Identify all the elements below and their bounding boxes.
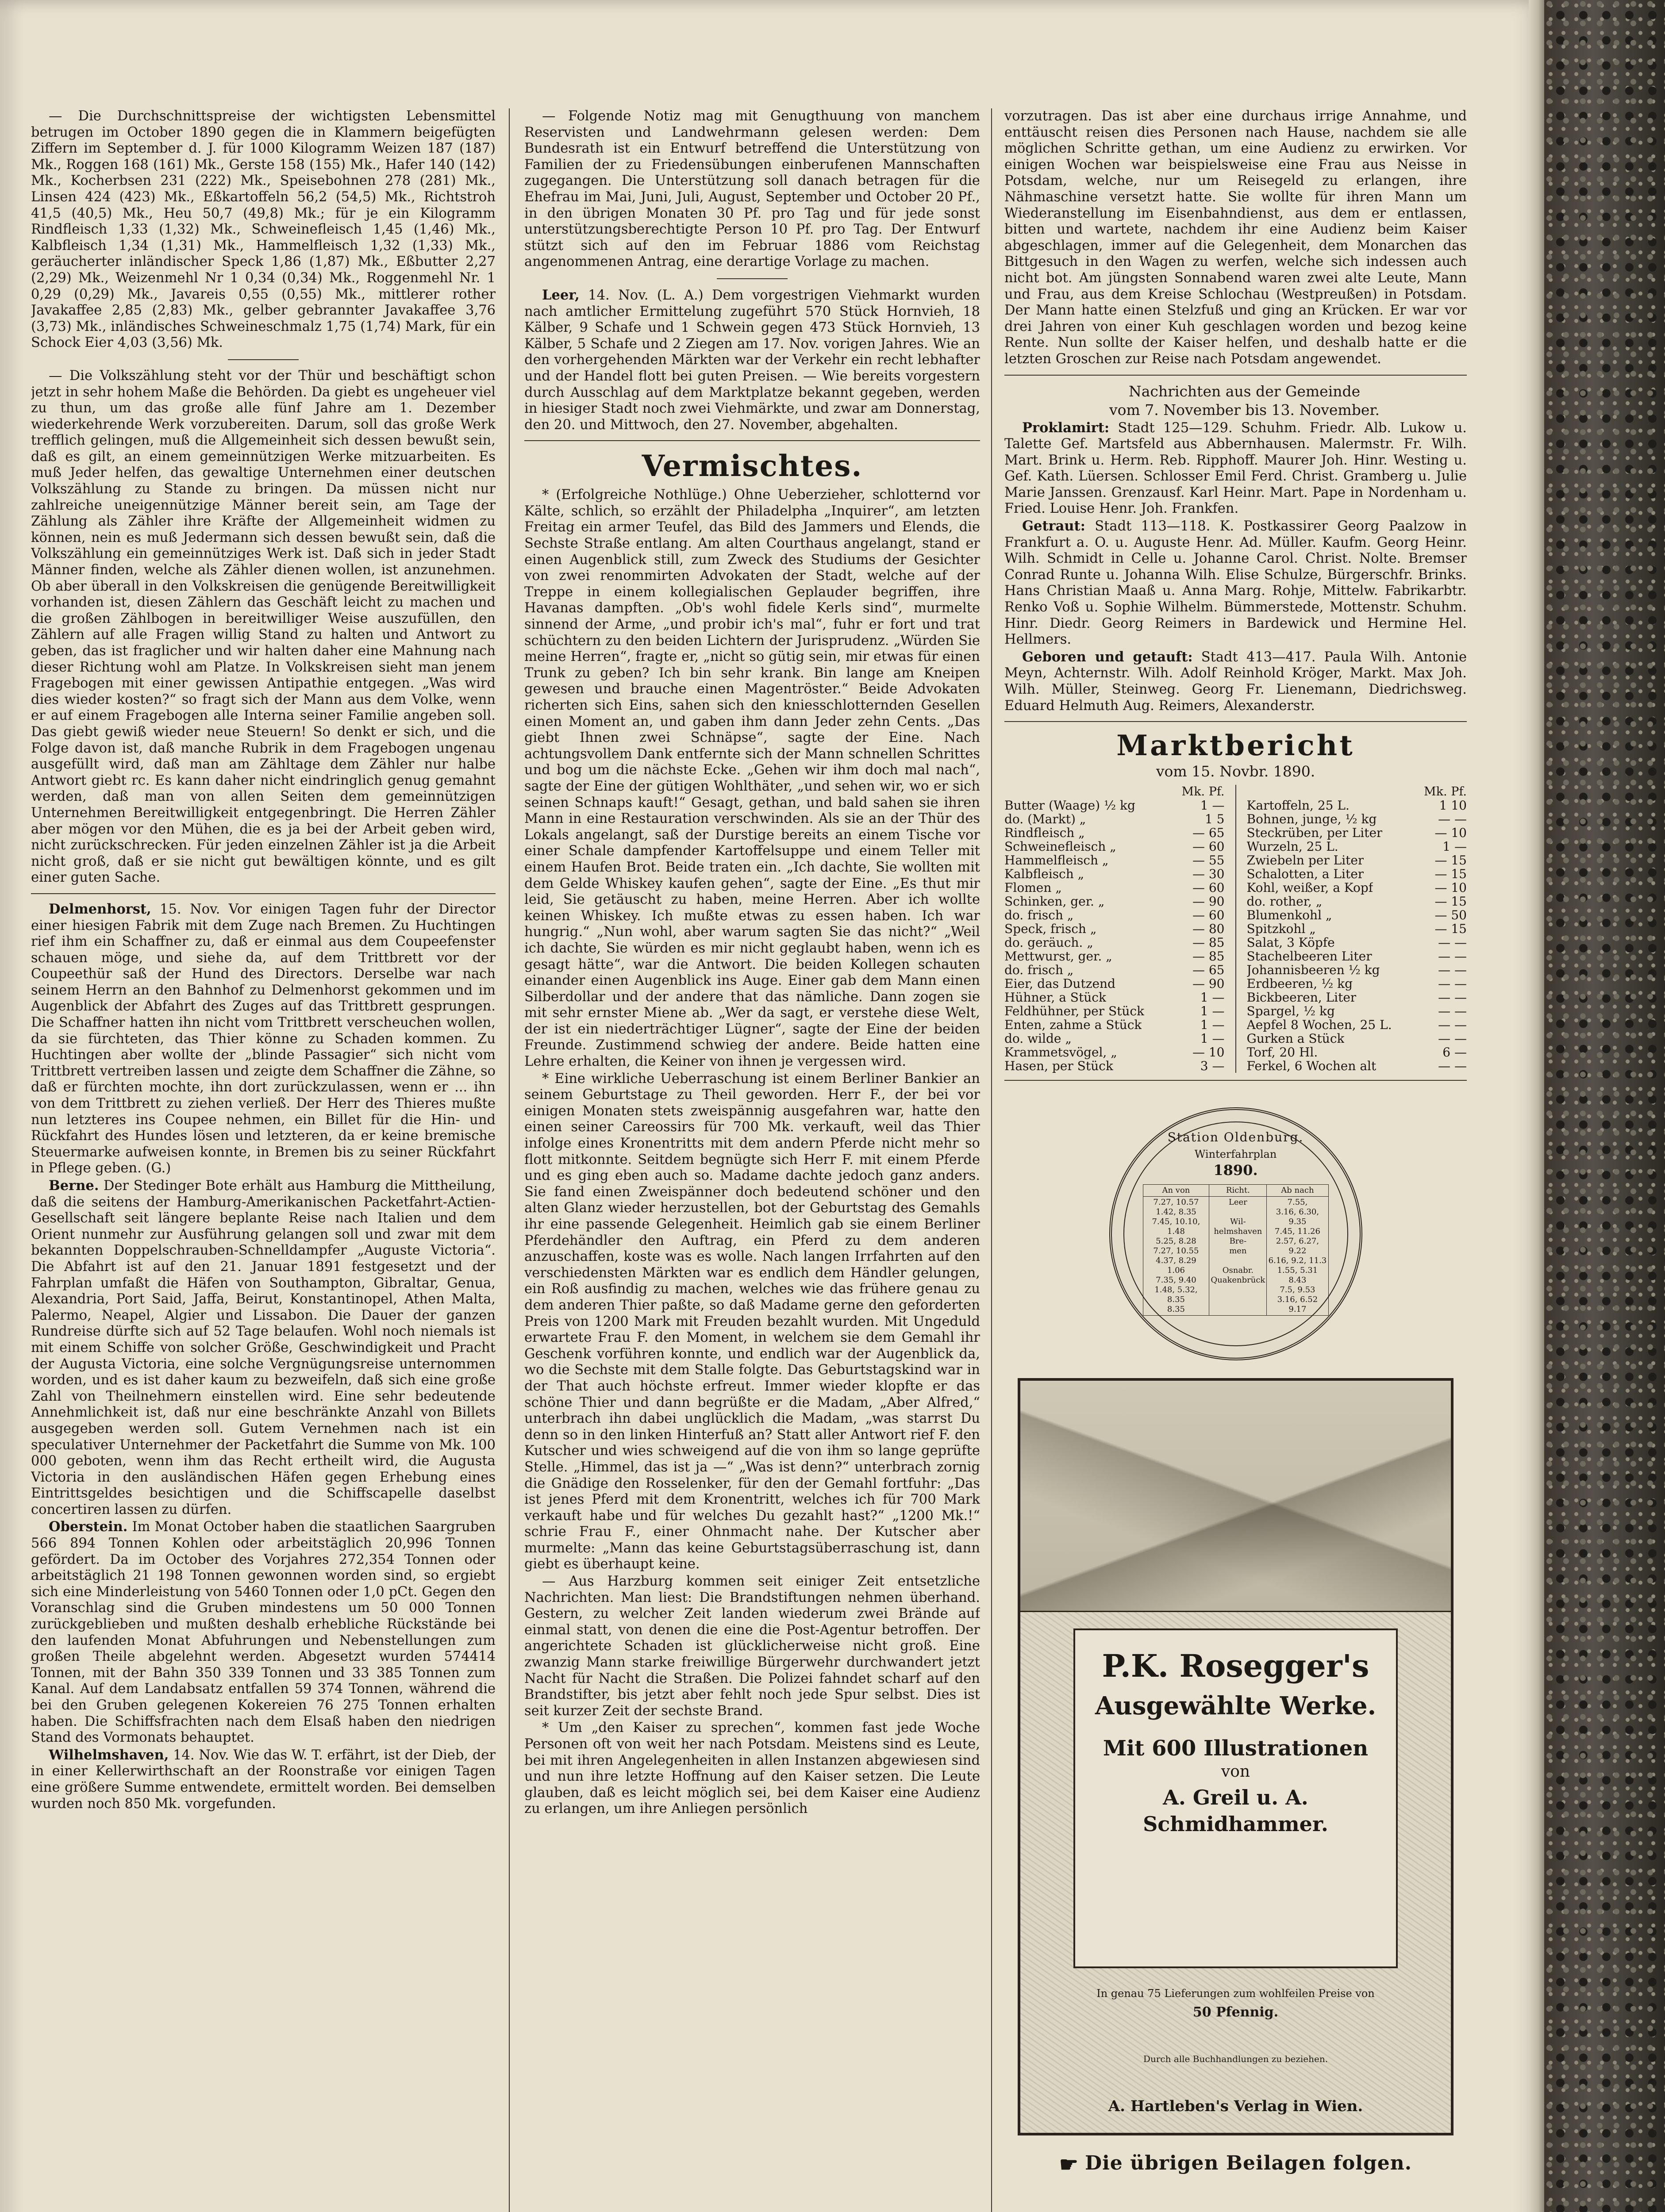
market-row [1004,895,1225,908]
divider [524,440,980,441]
market-row [1004,812,1225,826]
divider [228,359,299,360]
market-price: 1 5 [1204,812,1225,827]
article-food-prices: — Die Durchschnittspreise der wichtigsten Lebensmittel betrugen im October 1890 gegen die in Klammern beigefügten Ziffern im September d. J. für 1000 Kilogramm Weizen 187 (187) Mk., Roggen 168 (161) Mk., Gerste 158 (155) Mk., Hafer 140 (142) Mk., Kocherbsen 231 (222) Mk., Speisebohnen 278 (281) Mk., Linsen 424 (423) Mk., Eßkartoffeln 56,2 (54,5) Mk., Richtstroh 41,5 (40,5) Mk., Heu 50,7 (49,8) Mk.; für je ein Kilogramm Rindfleisch 1,33 (1,32) Mk., Schweinefleisch 1,45 (1,46) Mk., Kalbfleisch 1,34 (1,31) Mk., Hammelfleisch 1,32 (1,33) Mk., geräucherter inländischer Speck 1,86 (1,87) Mk., Eßbutter 2,27 (2,29) Mk., Weizenmehl Nr 1 0,34 (0,34) Mk., Roggenmehl Nr. 1 0,29 (0,29) Mk., Javareis 0,55 (0,55) Mk., mittlerer rother Javakaffee 2,85 (2,83) Mk., gelber gebrannter Javakaffee 3,76 (3,73) Mk., inländisches Schweineschmalz 1,75 (1,74) Mark, für ein Schock Eier 4,03 (3,56) Mk. [31,108,496,351]
market-price: — 10 [1434,880,1467,895]
market-row [1004,908,1225,922]
article-place: Delmenhorst, [49,901,151,917]
column-2 [524,108,980,2212]
article-place: Berne. [49,1178,99,1194]
market-row [1247,867,1467,881]
market-unit-header: Mk. Pf. [1424,785,1467,799]
market-item: Salat, 3 Köpfe [1246,936,1335,950]
market-price: — 60 [1192,839,1225,854]
market-price: — — [1438,1031,1467,1046]
market-row [1247,1045,1467,1059]
article-birthday-surprise: * Eine wirkliche Ueberraschung ist einem Berliner Bankier an seinem Geburtstage zu Theil geworden. Herr F., der bei vor einigen Monaten stets zweispännig ausgefahren war, hatte den einen seiner Careossirs für 700 Mk. verkauft, weil das Thier infolge eines Kronentritts mit dem andern Pferde nicht mehr so flott mitkonnte. Seitdem begnügte sich Herr F. mit einem Pferde und es ging eben auch so. Madame dachte jedoch ganz anders. Sie fand einen Zweispänner doch bedeutend schöner und den alten Glanz wieder herzustellen, bot der Geburtstag des Gemahls ihr eine passende Gelegenheit. Heimlich gab sie einem Berliner Pferdehändler den Auftrag, ein Pferd zu dem anderen anzuschaffen, koste was es wolle. Nach langen Irrfahrten auf den verschiedensten Märkten war es endlich dem Händler gelungen, ein Roß ausfindig zu machen, welches wie das frühere genau zu dem anderen Thier paßte, so daß Madame gerne den geforderten Preis von 1200 Mark mit Freuden bezahlt wurden. Mit Ungeduld erwartete Frau F. den Moment, in welchem sie dem Gemahl ihr Geschenk vorführen konnte, und endlich war der Augenblick da, wo die Sechste mit dem Stalle folgte. Das Geburtstagskind war in der That auch höchste erfreut. Immer wieder klopfte er das schöne Thier und dann begrüßte er die Madam, „Aber Alfred,“ unterbrach ihn dabei unglücklich die Madam, „was starrst Du denn so in den linken Hinterfuß an? Statt aller Antwort rief F. den Kutscher und wies schweigend auf die von ihm so lange geprüfte Stelle. „Himmel, das ist ja —“ „Was ist denn?“ unterbrach zornig die Gnädige den Rosselenker, für den der Gemahl fortfuhr: „Das ist jenes Pferd mit dem Kronentritt, welches ich für 700 Mark verkauft habe und für welches Du gezahlt hast?“ „1200 Mk.!“ schrie Frau F., einer Ohnmacht nahe. Der Kutscher aber murmelte: „Mann das keine Geburtstagsüberraschung ist, dann giebt es überhaupt keine. [524,1071,980,1572]
registry-text: Stadt 125—129. Schuhm. Friedr. Alb. Lukow u. Talette Gef. Martsfeld aus Abbernhausen. Malermstr. Fr. Wilh. Mart. Brink u. Herm. Reb. Ripphoff. Maurer Joh. Hinr. Westing u. Gef. Kath. Lüersen. Schlosser Emil Ferd. Christ. Gramberg u. Julie Marie Janssen. Grenzausf. Karl Heinr. Mart. Pape in Nordenham u. Fried. Louise Henr. Joh. Frankfen. [1004,420,1467,517]
market-price: — 85 [1192,949,1225,964]
market-row [1004,1045,1225,1059]
market-item: Schweinefleisch „ [1004,840,1116,854]
market-row [1004,922,1225,936]
market-price: — 60 [1192,880,1225,895]
article-harzburg: — Aus Harzburg kommen seit einiger Zeit entsetzliche Nachrichten. Man liest: Die Brandstiftungen nehmen überhand. Gestern, zu welcher Zeit landen wiederum zwei Brände auf einmal statt, von denen die eine die Post-Agentur betroffen. Der angerichtete Schaden ist glücklicherweise nicht groß. Eine zwanzig Mann starke freiwillige Bürgerwehr durchwandert jetzt Nacht für Nacht die Straßen. Die Polizei fahndet scharf auf den Brandstifter, bis jetzt aber fehlt noch jede Spur selbst. Dies ist seit kurzer Zeit der sechste Brand. [524,1574,980,1719]
market-price: — 15 [1434,853,1467,868]
ad-delivery-note: In genau 75 Lieferungen zum wohlfeilen Preise von [1096,1987,1375,2000]
market-price: — 90 [1192,894,1225,909]
market-item: do. frisch „ [1004,908,1074,922]
registry-label: Geboren und getauft: [1022,649,1193,665]
market-price: — 50 [1434,908,1467,923]
article-delmenhorst [31,901,496,1177]
market-price: — 90 [1192,976,1225,991]
market-price: — — [1438,935,1467,950]
article-place: Leer, [542,287,580,303]
registry-text: Stadt 413—417. Paula Wilh. Antonie Meyn, Achternstr. Wilh. Adolf Reinhold Kröger, Markt. Max Joh. Wilh. Müller, Steinweg. Georg Fr. Lienemann, Diedrichsweg. Eduard Helmuth Aug. Reimers, Alexanderstr. [1004,649,1467,714]
article-nothluege: * (Erfolgreiche Nothlüge.) Ohne Ueberzieher, schlotternd vor Kälte, schlich, so erzählt der Philadelpha „Inquirer“, am letzten Freitag ein armer Teufel, das Bild des Jammers und Elends, die Sechste Straße entlang. Am alten Courthaus angelangt, stand er einen Augenblick still, zum Zweck des Studiums der Gesichter von zwei renommirten Advokaten der Stadt, welche auf der Treppe in einem kollegialischen Geplauder begriffen, ihre Havanas dampften. „Ob's wohl fidele Kerls sind“, murmelte sinnend der Arme, „und probir ich's mal“, fuhr er fort und trat schüchtern zu den beiden Lichtern der Jurisprudenz. „Würden Sie meine Herren“, fragte er, „nicht so gütig sein, mir etwas für einen Trunk zu geben? Ich bin sehr krank. Bin lange am Kneipen gewesen und brauche einen Magentröster.“ Beide Advokaten richerten sich Eins, sahen sich den kniesschlotternden Gesellen einen Moment an, und gaben ihm dann Jeder zehn Cents. „Das giebt Ihnen zwei Schnäpse“, sagte der Eine. Nach achtungsvollem Dank entfernte sich der Mann schnellen Schrittes und bog um die nächste Ecke. „Gehen wir ihm doch mal nach“, sagte der Eine der gütigen Wohlthäter, „und sehen wir, wo er sich seinen Schnaps kauft!“ Gesagt, gethan, und bald sahen sie ihren Mann in eine Restauration verschwinden. Als sie an der Thür des Lokals angelangt, saß der Durstige bereits an einem Tische vor einer Schale dampfender Kartoffelsuppe und einem Teller mit einem Haufen Brot. Beide traten ein. „Ich dachte, Sie wollten mit dem Gelde Whiskey kaufen gehen“, sagte der Eine. „Es thut mir leid, Sie getäuscht zu haben, meine Herren. Aber ich wollte keinen Whiskey. Ich mußte etwas zu essen haben. Ich war hungrig.“ „Nun wohl, aber warum sagten Sie das nicht?“ „Weil ich dachte, Sie würden es mir nicht geglaubt haben, wenn ich es gesagt hätte“, war die Antwort. Die beiden Kollegen schauten einander einen Augenblick ins Auge. Einer gab dem Mann einen Silberdollar und der andere that das nämliche. Dann zogen sie mit sehr ernster Miene ab. „Wer da sagt, er verstehe diese Welt, der ist ein niederträchtiger Lügner“, sagte der Eine der beiden Freunde. Zustimmend schwieg der andere. Beide hatten eine Lehre erhalten, die Keiner von ihnen je vergessen wird. [524,487,980,1070]
market-row [1004,977,1225,991]
market-row [1004,867,1225,881]
market-item: Gurken a Stück [1246,1032,1345,1046]
ad-illustrations: Mit 600 Illustrationen [1103,1736,1369,1761]
article-wilhelmshaven [31,1747,496,1812]
market-price: — — [1438,990,1467,1005]
market-item: Steckrüben, per Liter [1246,826,1383,840]
market-item: Kalbfleisch „ [1004,867,1084,881]
market-price: — 15 [1434,867,1467,882]
column-1 [31,108,496,2212]
market-item: Zwiebeln per Liter [1246,853,1364,868]
market-price: — 15 [1434,894,1467,909]
market-price: 1 — [1200,1031,1225,1046]
market-item: Blumenkohl „ [1246,908,1332,922]
advertisement-card [1073,1628,1398,1968]
article-berne [31,1178,496,1518]
market-row [1004,799,1225,812]
market-row [1004,963,1225,977]
registry-getraut [1004,518,1467,648]
ad-author: P.K. Rosegger's [1102,1647,1369,1685]
divider [1004,1080,1467,1081]
article-oberstein [31,1519,496,1746]
market-item: Ferkel, 6 Wochen alt [1246,1059,1377,1073]
market-price: — 65 [1192,963,1225,978]
market-item: Hasen, per Stück [1004,1059,1113,1073]
timetable-header-departure: Ab nach [1267,1185,1328,1197]
market-price: — 55 [1192,853,1225,868]
column-divider [991,108,992,2212]
market-price: — 10 [1192,1045,1225,1060]
article-kaiser-continued: vorzutragen. Das ist aber eine durchaus irrige Annahme, und enttäuscht reisen dies Personen nach Hause, nachdem sie alle möglichen Schritte gethan, um eine Audienz zu erwirken. Vor einigen Wochen war beispielsweise eine Frau aus Neisse in Potsdam, welche, nur um Reisegeld zu erlangen, ihre Nähmaschine versetzt hatte. Sie wollte für ihren Mann um Wiederanstellung im Eisenbahndienst, aus dem er entlassen, bitten und wartete, nachdem ihr eine Audienz beim Kaiser abgeschlagen, immer auf die Gelegenheit, dem Monarchen das Bittgesuch in den Wagen zu werfen, welche sich indessen auch nicht bot. Am jüngsten Sonnabend waren zwei alte Leute, Mann und Frau, aus dem Kreise Schlochau (Westpreußen) in Potsdam. Der Mann hatte einen Stelzfuß und ging an Krücken. Er war vor drei Jahren von einer Kuh geschlagen worden und bezog keine Rente. Nun sollte der Kaiser helfen, und deshalb hatte er die letzten Groschen zur Reise nach Potsdam angewendet. [1004,108,1467,367]
market-row [1004,1032,1225,1045]
market-item: Bohnen, junge, ½ kg [1246,812,1377,826]
station-title: Station Oldenburg. [1167,1130,1304,1145]
ad-bookseller-note: Durch alle Buchhandlungen zu beziehen. [1143,2054,1328,2065]
market-row [1247,840,1467,853]
market-row [1247,812,1467,826]
market-price: — — [1438,1018,1467,1033]
market-row [1004,936,1225,949]
market-row [1004,1059,1225,1073]
article-place: Oberstein. [49,1519,128,1535]
market-item: Wurzeln, 25 L. [1246,840,1338,854]
market-price: 1 10 [1439,798,1467,813]
market-price: 3 — [1200,1059,1225,1074]
market-row [1004,949,1225,963]
market-row [1004,840,1225,853]
market-report-title: Marktbericht [1116,729,1355,763]
article-kaiser: * Um „den Kaiser zu sprechen“, kommen fast jede Woche Personen oft von weit her nach Potsdam. Meistens sind es Leute, bei mit ihren Angelegenheiten in allen Instanzen abgewiesen sind und nun ihre letzte Hoffnung auf den Kaiser setzen. Die Leute glauben, daß es leicht möglich sei, bei dem Kaiser eine Audienz zu erlangen, um ihre Anliegen persönlich [524,1720,980,1817]
market-row [1247,826,1467,840]
market-row [1004,991,1225,1004]
market-item: Butter (Waage) ½ kg [1004,799,1135,813]
market-divider [1235,785,1236,1073]
market-row [1247,977,1467,991]
market-price: — 80 [1192,922,1225,937]
registry-date-range: vom 7. November bis 13. November. [1109,401,1380,419]
market-item: do. rother, „ [1246,895,1323,909]
registry-geboren [1004,649,1467,714]
market-row [1247,1059,1467,1073]
market-row [1004,853,1225,867]
market-row [1247,963,1467,977]
market-table [1004,785,1467,1073]
divider [1004,721,1467,722]
market-item: do. wilde „ [1004,1032,1072,1046]
registry-label: Getraut: [1022,518,1085,534]
station-year: 1890. [1213,1162,1258,1179]
market-item: Kartoffeln, 25 L. [1246,799,1350,813]
market-item: Bickbeeren, Liter [1246,991,1357,1005]
timetable [1143,1184,1329,1316]
article-reservists: — Folgende Notiz mag mit Genugthuung von manchem Reservisten und Landwehrmann gelesen werden: Dem Bundesrath ist ein Entwurf betreffend die Unterstützung von Familien der zu Friedensübungen einberufenen Mannschaften zugegangen. Die Unterstützung soll danach betragen für die Ehefrau im Mai, Juni, Juli, August, September und October 20 Pf., in den übrigen Monaten 30 Pf. pro Tag und für jede sonst unterstützungsberechtigte Person 10 Pf. pro Tag. Der Entwurf stützt sich auf den im Februar 1886 vom Reichstag angenommenen Antrag, eine derartige Vorlage zu machen. [524,108,980,270]
market-row [1247,881,1467,895]
market-row [1004,881,1225,895]
market-row [1004,1004,1225,1018]
market-row [1247,799,1467,812]
market-item: Spitzkohl „ [1246,922,1316,936]
market-row [1247,1004,1467,1018]
market-price: 1 — [1200,1018,1225,1033]
column-divider [509,108,510,2212]
divider [1004,375,1467,376]
article-census: — Die Volkszählung steht vor der Thür und beschäftigt schon jetzt in sehr hohem Maße die Behörden. Da giebt es ungeheuer viel zu thun, um das große alle fünf Jahre am 1. Dezember wiederkehrende Werk vorzubereiten. Darum, soll das große Werk trefflich gelingen, muß die Allgemeinheit sich dessen bewußt sein, daß es gilt, an einem gemeinnützigen Werke mitzuarbeiten. Es muß Jeder helfen, das gewaltige Unternehmen einer deutschen Volkszählung zu Stande zu bringen. Da müssen nicht nur zahlreiche uneigennützige Männer bereit sein, am Tage der Zählung als Zähler ihre Kräfte der Allgemeinheit widmen zu können, nein es muß Jedermann sich dessen bewußt sein, daß die Volkszählung ein gemeinnütziges Werk ist. Daß sich in jeder Stadt Männer finden, welche als Zähler dienen wollen, ist anzunehmen. Ob aber überall in den Volkskreisen die genügende Bereitwilligkeit vorhanden ist, diesen Zählern das Geschäft leicht zu machen und die großen Zählbogen in bereitwilliger Weise auszufüllen, den Zählern auf alle Fragen willig Stand zu halten und Antwort zu geben, das ist fraglicher und wir halten daher eine Mahnung nach dieser Richtung wohl am Platze. In Volkskreisen sieht man jenem Fragebogen mit einer gewissen Antipathie entgegen. „Was wird dies wieder kosten?“ so fragt sich der Mann aus dem Volke, wenn er auf einem Fragebogen alle Interna seiner Familie angeben soll. Das giebt gewiß wieder neue Steuern! So denkt er sich, und die Folge davon ist, daß manche Rubrik in dem Fragebogen ungenau ausgefüllt wird, daß man am Zähltage dem Zähler nur halbe Antwort giebt rc. Es kann daher nicht eindringlich genug gemahnt werden, daß man von allen Seiten dem gemeinnützigen Unternehmen Bereitwilligkeit entgegenbringt. Die Herren Zähler aber mögen vor den Mühen, die es ja bei der Arbeit geben wird, nicht zurückschrecken. Für jeden einzelnen Zähler ist ja die Arbeit nicht groß, daß er sie nicht gut bewältigen könnte, und es gilt einer guten Sache. [31,368,496,886]
market-row [1247,991,1467,1004]
market-row [1247,908,1467,922]
section-title: Vermischtes. [642,449,863,484]
market-item: do. (Markt) „ [1004,812,1086,826]
market-item: Hammelfleisch „ [1004,853,1109,868]
footer-text: Die übrigen Beilagen folgen. [1084,2152,1412,2175]
article-text: 14. Nov. Wie das W. T. erfährt, ist der Dieb, der in einer Kellerwirthschaft an der Roonstraße vor einigen Tagen eine größere Summe entwendete, ermittelt worden. Bei demselben wurden noch 850 Mk. vorgefunden. [31,1747,496,1812]
market-item: Hühner, a Stück [1004,991,1106,1005]
timetable-arrivals: 7.27, 10.57 1.42, 8.35 7.45, 10.10, 1.48 5.25, 8.28 7.27, 10.55 4.37, 8.29 1.06 7.35, 9.40 1.48, 5.32, 8.35 8.35 [1143,1197,1209,1316]
market-item: Torf, 20 Hl. [1246,1045,1318,1060]
market-item: Kohl, weißer, a Kopf [1246,881,1373,895]
market-item: do. geräuch. „ [1004,936,1093,950]
market-price: — 60 [1192,908,1225,923]
article-leer [524,287,980,433]
market-row [1247,949,1467,963]
market-row [1247,1032,1467,1045]
article-place: Wilhelmshaven, [49,1747,169,1763]
registry-title: Nachrichten aus der Gemeinde [1128,382,1361,400]
market-item: Schalotten, a Liter [1246,867,1364,881]
market-price: — 10 [1434,826,1467,841]
divider [717,278,788,279]
pointing-hand-icon: ☛ [1059,2152,1079,2177]
market-price: — — [1438,1059,1467,1074]
registry-text: Stadt 113—118. K. Postkassirer Georg Paalzow in Frankfurt a. O. u. Auguste Henr. Ad. Müller. Kaufm. Georg Heinr. Wilh. Schmidt in Celle u. Johanne Carol. Christ. Nolte. Bremser Conrad Runte u. Johanna Wilh. Elise Schulze, Bürgerschfr. Brinks. Hans Christian Maaß u. Anna Marg. Rohje, Mittelw. Fabrikarbtr. Renko Voß u. Sophie Wilhelm. Bümmerstede, Mottenstr. Schuhm. Hinr. Diedr. Georg Reimers in Bardewick und Hermine Hel. Hellmers. [1004,518,1467,648]
market-row [1004,826,1225,840]
footer-notice [1004,2151,1467,2177]
market-row [1247,936,1467,949]
article-text: Im Monat October haben die staatlichen Saargruben 566 894 Tonnen Kohlen oder arbeitstäglich 20,996 Tonnen gefördert. Da im October des Vorjahres 272,354 Tonnen oder arbeitstäglich 21 198 Tonnen gewonnen worden sind, so ergiebt sich eine Minderleistung von 5460 Tonnen oder 1,0 pCt. Gegen den Voranschlag sind die Gruben mindestens um 50 000 Tonnen zurückgeblieben und mußten deshalb erhebliche Rückstände bei den laufenden Monat Abfuhrungen und Nebenstellungen zum großen Theile abgelehnt werden. Abgesetzt wurden 574414 Tonnen, mit der Bahn 350 339 Tonnen und 33 385 Tonnen zum Kanal. Auf dem Landabsatz entfallen 59 374 Tonnen, während die bei den Gruben gelegenen Kokereien 76 275 Tonnen erhalten haben. Die Schiffsfrachten nach dem Elsaß haben den niedrigen Stand des Vormonats behauptet. [31,1519,496,1746]
market-item: Erdbeeren, ½ kg [1246,977,1353,991]
market-price: — — [1438,976,1467,991]
market-item: Feldhühner, per Stück [1004,1004,1145,1018]
market-item: Schinken, ger. „ [1004,895,1105,909]
market-price: — 65 [1192,826,1225,841]
market-price: 1 — [1442,839,1467,854]
market-row [1004,1018,1225,1032]
ad-publisher: A. Hartleben's Verlag in Wien. [1108,2097,1363,2116]
market-item: Rindfleisch „ [1004,826,1085,840]
market-price: — — [1438,1004,1467,1019]
market-item: Speck, frisch „ [1004,922,1097,936]
market-column-left [1004,785,1225,1073]
market-item: do. frisch „ [1004,963,1074,977]
page-edge [1529,0,1544,2212]
market-item: Johannisbeeren ½ kg [1246,963,1380,977]
ad-von: von [1221,1763,1250,1781]
alpine-landscape-illustration [1020,1381,1451,1612]
ad-price: 50 Pfennig. [1192,2005,1279,2020]
article-text: 15. Nov. Vor einigen Tagen fuhr der Director einer hiesigen Fabrik mit dem Zuge nach Bremen. Zu Huchtingen rief ihm ein Schaffner zu, daß er einmal aus dem Coupeefenster schauen möge, und siehe da, auf dem Trittbrett vor der Coupeethür saß der Hund des Directors. Derselbe war nach seinem Herrn an den Bahnhof zu Delmenhorst gekommen und im Augenblick der Abfahrt des Zuges auf das Trittbrett gesprungen. Die Schaffner hatten ihn nicht vom Trittbrett verscheuchen wollen, da sie fürchteten, das Thier könne zu Schaden kommen. Zu Huchtingen aber wollte der „blinde Passagier“ sich nicht vom Trittbrett vertreiben lassen und zeigte dem Schaffner die Zähne, so daß er fürchten mochte, ihn dort zurückzulassen, wenn er ... ihn von dem Trittbrett zu ziehen verließ. Der Herr des Thieres mußte nun letzteres ins Coupee nehmen, ein Billet für die Hin- und Rückfahrt des Hundes lösen und letzteren, da er keine bremische Steuermarke aufweisen konnte, in Bremen bis zu seiner Rückfahrt in Pflege geben. (G.) [31,901,496,1176]
market-item: Spargel, ½ kg [1246,1004,1335,1018]
station-timetable-badge [1109,1107,1362,1360]
market-item: Eier, das Dutzend [1004,977,1115,991]
registry-label: Proklamirt: [1022,419,1110,436]
market-item: Mettwurst, ger. „ [1004,949,1112,964]
market-row [1247,895,1467,908]
article-text: Der Stedinger Bote erhält aus Hamburg die Mittheilung, daß die seitens der Hamburg-Amerikanischen Packetfahrt-Actien-Gesellschaft seit längere beplante Reise nach Italien und dem Orient nunmehr zur Ausführung gelangen soll und zwar mit dem bekannten Doppelschrauben-Schnelldampfer „Auguste Victoria“. Die Abfahrt ist auf den 21. Januar 1891 festgesetzt und der Fahrplan umfaßt die Häfen von Southampton, Gibraltar, Genua, Alexandria, Port Said, Jaffa, Beirut, Konstantinopel, Athen Malta, Palermo, Neapel, Algier und Lissabon. Die Dauer der ganzen Rundreise dürfte sich auf 52 Tage belaufen. Wohl noch niemals ist mit einem Schiffe von solcher Größe, Geschwindigkeit und Pracht der Augusta Victoria, eine solche Vergnügungsreise unternommen worden, und es ist daher kaum zu bezweifeln, daß sich eine große Zahl von Theilnehmern einstellen wird. Eine sehr bedeutende Annehmlichkeit ist, daß nur eine beschränkte Anzahl von Billets ausgegeben werden soll. Gutem Vernehmen nach ist ein speculativer Unternehmer der Packetfahrt die Summe von Mk. 100 000 geboten, wenn ihm das Recht ertheilt wird, die Augusta Victoria in den ausländischen Häfen gegen Erhebung eines Eintrittsgeldes besichtigen und die Schiffscapelle daselbst concertiren lassen zu dürfen. [31,1178,496,1517]
market-price: 1 — [1200,798,1225,813]
market-column-right [1247,785,1467,1073]
divider [31,893,496,894]
timetable-header-direction: Richt. [1209,1185,1267,1197]
market-price: — — [1438,949,1467,964]
market-row [1247,853,1467,867]
timetable-directions: Leer Wil- helmshaven Bre- men Osnabr. Quakenbrück [1209,1197,1267,1316]
market-item: Enten, zahme a Stück [1004,1018,1142,1032]
market-item: Flomen „ [1004,881,1062,895]
market-price: 1 — [1200,1004,1225,1019]
ad-illustrators: A. Greil u. A. Schmidhammer. [1143,1786,1328,1836]
market-price: 1 — [1200,990,1225,1005]
market-item: Krammetsvögel, „ [1004,1045,1117,1060]
market-item: Stachelbeeren Liter [1246,949,1372,964]
market-row [1247,922,1467,936]
registry-proklamirt [1004,420,1467,518]
market-row [1247,1018,1467,1032]
market-price: — — [1438,812,1467,827]
market-report-date: vom 15. Novbr. 1890. [1156,763,1315,780]
market-price: 6 — [1442,1045,1467,1060]
marbled-book-binding [1544,0,1665,2212]
article-text: 14. Nov. (L. A.) Dem vorgestrigen Viehmarkt wurden nach amtlicher Ermittelung zugeführt 570 Stück Hornvieh, 18 Kälber, 9 Schafe und 1 Schwein gegen 473 Stück Hornvieh, 13 Kälber, 5 Schafe und 2 Ziegen am 17. Nov. vorigen Jahres. Wie an den vorhergehenden Märkten war der Verkehr ein recht lebhafter und der Handel flott bei guten Preisen. — Wie bereits vorgestern durch Ausschlag auf dem Marktplatze bekannt gegeben, werden in hiesiger Stadt noch zwei Viehmärkte, und zwar am Donnerstag, den 20. und Mittwoch, den 27. November, abgehalten. [524,287,980,433]
market-price: — 15 [1434,922,1467,937]
ad-works-title: Ausgewählte Werke. [1095,1691,1377,1721]
book-advertisement [1018,1378,1454,2135]
market-price: — 30 [1192,867,1225,882]
market-price: — 85 [1192,935,1225,950]
market-unit-header: Mk. Pf. [1181,785,1225,799]
market-price: — — [1438,963,1467,978]
market-item: Aepfel 8 Wochen, 25 L. [1246,1018,1392,1032]
timetable-departures: 7.55, 3.16, 6.30, 9.35 7.45, 11.26 2.57, 6.27, 9.22 6.16, 9.2, 11.3 1.55, 5.31 8.43 7.5, 9.53 3.16, 6.52 9.17 [1267,1197,1328,1316]
column-3 [1004,108,1467,2212]
station-subtitle: Winterfahrplan [1194,1148,1277,1161]
timetable-header-arrival: An von [1143,1185,1209,1197]
